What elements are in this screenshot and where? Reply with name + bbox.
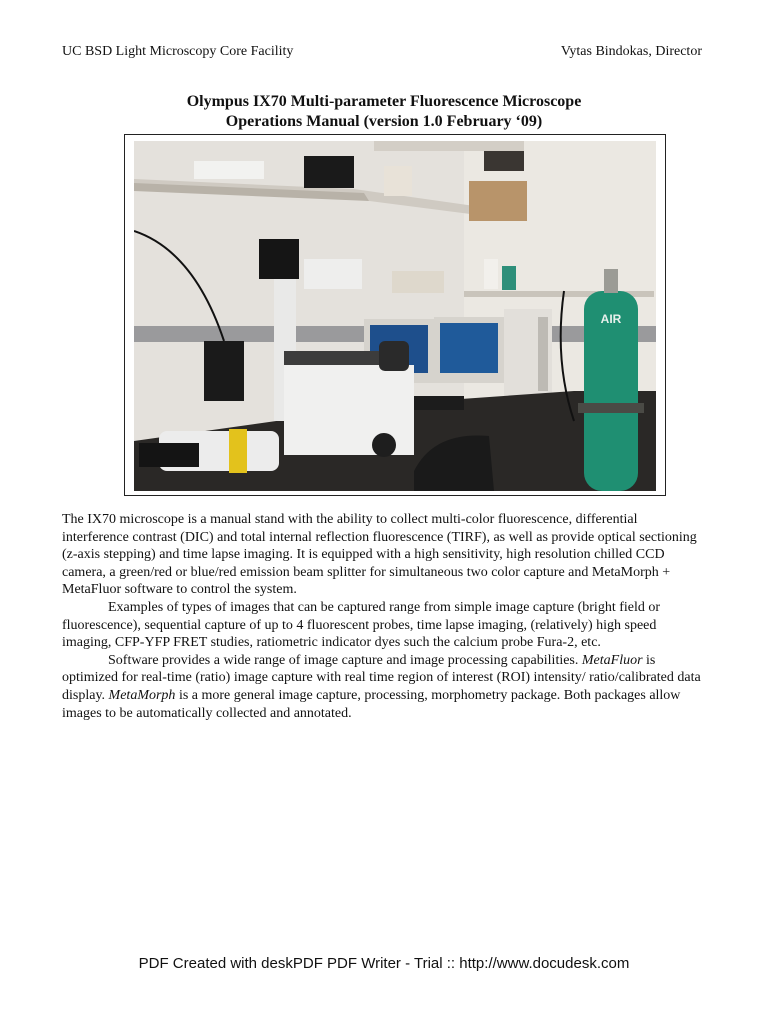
body-text	[62, 511, 706, 722]
header-director: Vytas Bindokas, Director	[560, 44, 702, 59]
paragraph-3	[62, 652, 706, 722]
photo-ccd-camera	[204, 341, 244, 401]
photo-illuminator	[304, 259, 362, 289]
document-title-line2: Operations Manual (version 1.0 February ‘09)	[225, 113, 543, 130]
photo-binders	[194, 161, 264, 179]
photo-stage	[284, 351, 394, 365]
paragraph-2: Examples of types of images that can be captured range from simple image capture (bright field or fluorescence), sequential capture of up to 4 fluorescent probes, time lapse imaging, (relatively) high speed imaging, CFP-YFP FRET studies, ratiometric indicator dyes such the calcium probe Fura-2, etc.	[62, 599, 661, 651]
photo-controller-box	[392, 271, 444, 293]
photo-lamp-housing	[259, 239, 299, 279]
paragraph-3-intro: Software provides a wide range of image capture and image processing capabilities.	[108, 652, 579, 668]
photo-lamp-supply	[304, 156, 354, 188]
photo-cardboard-box	[469, 181, 527, 221]
document-title-line1: Olympus IX70 Multi-parameter Fluorescence Microscope	[186, 93, 582, 110]
paragraph-3-metamorph-desc: is a more general image capture, processing, morphometry package. Both packages allow images to be automatically collected and annotated.	[62, 687, 681, 721]
photo-eyepieces	[379, 341, 409, 371]
header-facility: UC BSD Light Microscopy Core Facility	[62, 44, 294, 59]
photo-tank-label: AIR	[600, 312, 622, 326]
metafluor-term: MetaFluor	[581, 652, 643, 668]
microscope-photo-illustration	[134, 141, 656, 491]
paragraph-1: The IX70 microscope is a manual stand with the ability to collect multi-color fluorescence, differential interference contrast (DIC) and total internal reflection fluorescence (TIRF), as well as provide optical sectioning (z-axis stepping) and time lapse imaging. It is equipped with a high sensitivity, high resolution chilled CCD camera, a green/red or blue/red emission beam splitter for simultaneous two color capture and MetaMorph + MetaFluor software to control the system.	[62, 512, 697, 598]
paragraph-3-metafluor-desc: is optimized for real-time (ratio) image capture with real time region of interest (ROI) intensity/ ratio/calibrated data display.	[62, 652, 701, 703]
metamorph-term: MetaMorph	[108, 687, 176, 703]
pdf-footer: PDF Created with deskPDF PDF Writer - Trial :: http://www.docudesk.com	[138, 955, 630, 972]
microscope-photo	[124, 134, 666, 496]
